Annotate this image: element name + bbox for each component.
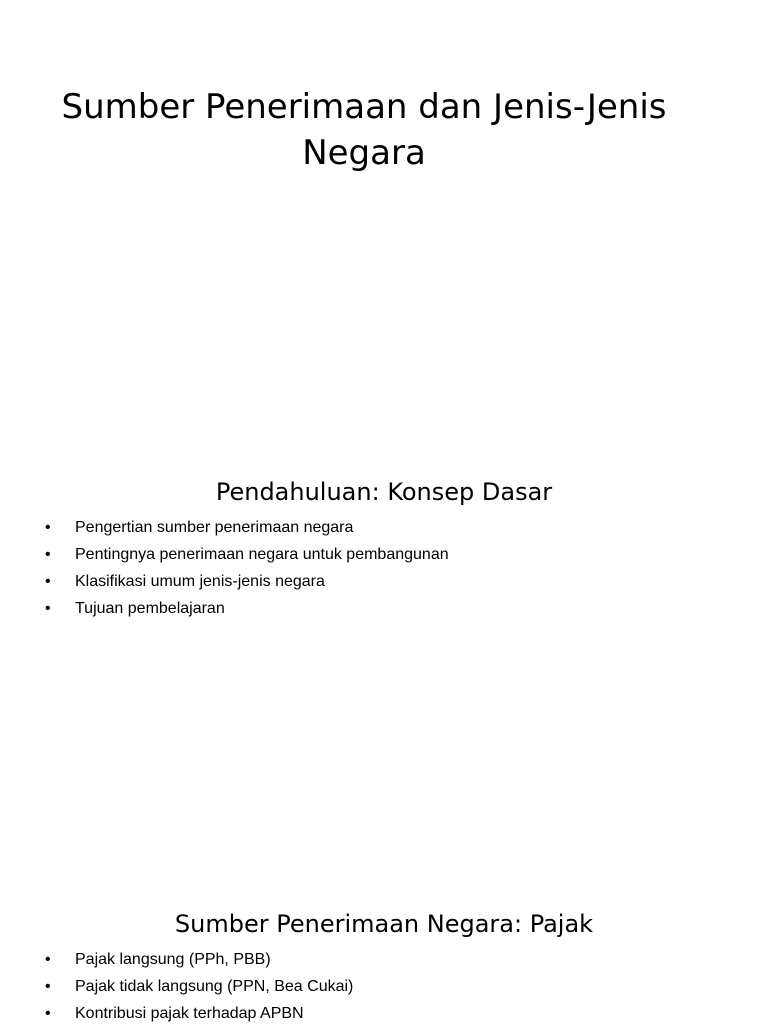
bullet-text: Klasifikasi umum jenis-jenis negara: [75, 573, 325, 590]
bullet-text: Pengertian sumber penerimaan negara: [75, 519, 354, 536]
bullet-text: Pentingnya penerimaan negara untuk pembangunan: [75, 546, 449, 563]
presentation-title: Sumber Penerimaan dan Jenis-Jenis Negara: [61, 87, 667, 173]
bullet-item: [0, 946, 768, 973]
bullet-text: Kontribusi pajak terhadap APBN: [75, 1005, 304, 1022]
bullet-icon: •: [45, 519, 51, 536]
bullet-list: [0, 946, 768, 1027]
bullet-text: Pajak langsung (PPh, PBB): [75, 951, 271, 968]
bullet-icon: •: [45, 951, 51, 968]
bullet-text: Tujuan pembelajaran: [75, 600, 225, 617]
slide-heading: Sumber Penerimaan Negara: Pajak: [174, 910, 594, 938]
bullet-item: [0, 541, 768, 568]
bullet-item: [0, 568, 768, 595]
bullet-item: [0, 595, 768, 622]
bullet-icon: •: [45, 573, 51, 590]
bullet-text: Pajak tidak langsung (PPN, Bea Cukai): [75, 978, 354, 995]
bullet-list: [0, 514, 768, 622]
bullet-item: [0, 973, 768, 1000]
bullet-icon: •: [45, 978, 51, 995]
bullet-icon: •: [45, 1005, 51, 1022]
bullet-icon: •: [45, 600, 51, 617]
slide-heading: Pendahuluan: Konsep Dasar: [215, 478, 553, 506]
bullet-icon: •: [45, 546, 51, 563]
bullet-item: [0, 514, 768, 541]
slide-pajak: [0, 902, 768, 1024]
title-slide: [0, 0, 768, 430]
bullet-item: [0, 1000, 768, 1027]
slide-pendahuluan: [0, 470, 768, 870]
